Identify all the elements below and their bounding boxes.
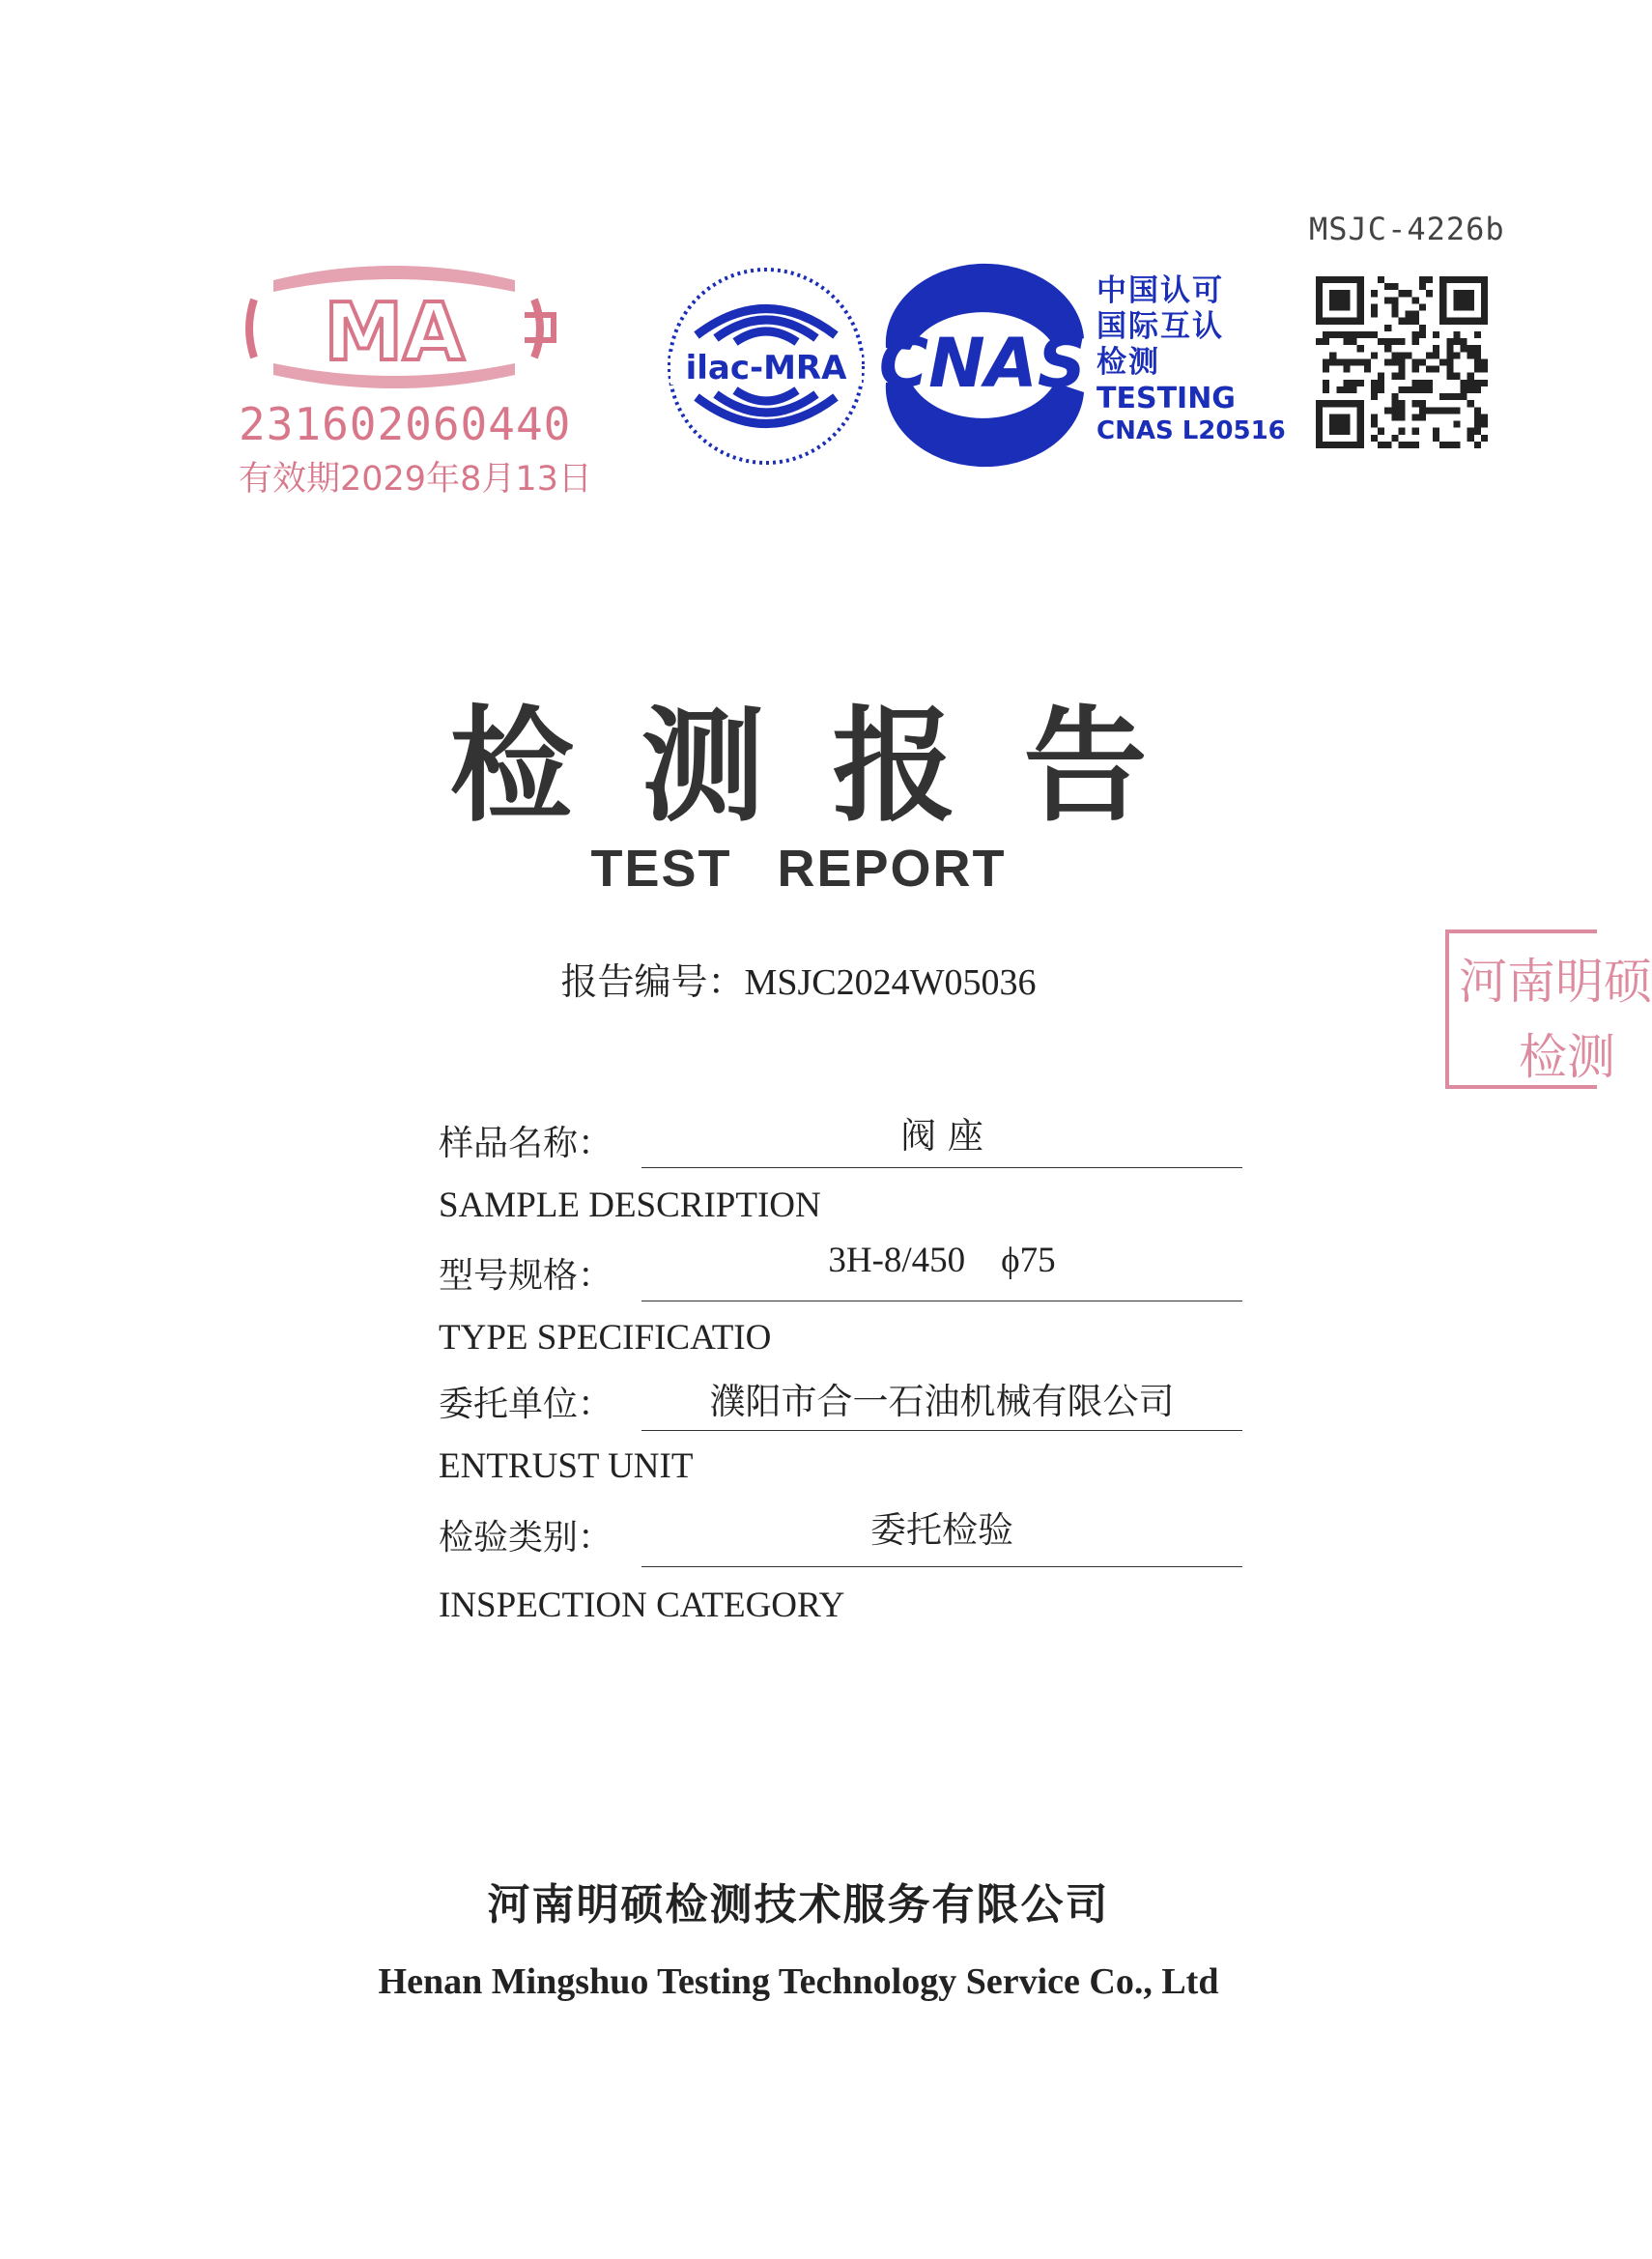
company-seal-line-1: 河南明硕 xyxy=(1459,954,1652,1010)
cma-number: 231602060440 xyxy=(239,398,572,450)
company-name: 河南明硕检测技术服务有限公司 xyxy=(487,1880,1110,1930)
ilac-text: ilac-MRA xyxy=(685,349,847,387)
page-title: 检测报告 xyxy=(449,694,1215,839)
cma-letters: MA xyxy=(324,287,465,379)
category-label: 检验类别： xyxy=(439,1518,613,1558)
sample-underline xyxy=(641,1167,1242,1168)
cma-valid-date: 有效期2029年8月13日 xyxy=(239,460,592,499)
document-code: MSJC-4226b xyxy=(1309,211,1505,247)
page-title-en: TEST REPORT xyxy=(590,840,1007,898)
cma-seal-icon xyxy=(235,261,592,502)
client-label-en: ENTRUST UNIT xyxy=(439,1446,694,1486)
category-label-en: INSPECTION CATEGORY xyxy=(439,1586,845,1625)
cnas-line-1: 中国认可 xyxy=(1097,273,1224,308)
category-value: 委托检验 xyxy=(870,1509,1013,1551)
cnas-reg-no: CNAS L20516 xyxy=(1097,415,1286,445)
category-underline xyxy=(641,1566,1242,1567)
type-label: 型号规格： xyxy=(439,1256,613,1296)
cnas-logo-icon xyxy=(867,280,1098,450)
ilac-mra-logo-icon xyxy=(663,263,869,470)
company-seal-icon xyxy=(1445,929,1652,1089)
client-label: 委托单位： xyxy=(439,1385,613,1424)
cnas-accreditation-text xyxy=(1097,273,1286,446)
type-label-en: TYPE SPECIFICATIO xyxy=(439,1318,772,1358)
sample-value: 阀 座 xyxy=(900,1115,983,1157)
company-seal-line-2: 检测 xyxy=(1519,1029,1615,1085)
type-value: 3H-8/450 ϕ75 xyxy=(828,1241,1056,1280)
cnas-line-2: 国际互认 xyxy=(1097,309,1224,345)
cnas-logo-text: CNAS xyxy=(878,324,1087,403)
report-number: 报告编号：MSJC2024W05036 xyxy=(560,962,1037,1003)
cnas-line-4: TESTING xyxy=(1097,381,1236,415)
sample-label: 样品名称： xyxy=(439,1124,613,1163)
company-name-en: Henan Mingshuo Testing Technology Service Co., Ltd xyxy=(378,1961,1219,2002)
client-value: 濮阳市合一石油机械有限公司 xyxy=(709,1381,1175,1422)
client-underline xyxy=(641,1430,1242,1431)
cma-frame-icon xyxy=(235,261,554,396)
cnas-line-3: 检测 xyxy=(1097,345,1160,381)
qr-code-icon xyxy=(1316,276,1488,448)
sample-label-en: SAMPLE DESCRIPTION xyxy=(439,1186,821,1225)
